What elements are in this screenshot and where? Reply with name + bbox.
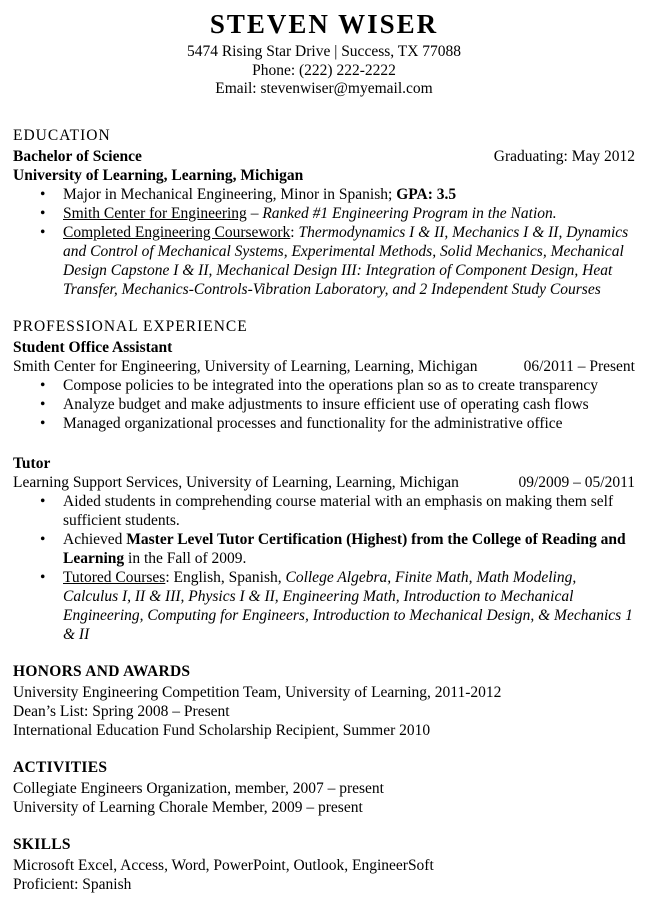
bullet-item <box>63 395 635 414</box>
text-line: University Engineering Competition Team, University of Learning, 2011-2012 <box>13 683 502 701</box>
section-education <box>13 126 635 299</box>
text-segment: – <box>246 204 263 222</box>
degree-name: Bachelor of Science <box>13 147 142 165</box>
honors-heading: HONORS AND AWARDS <box>13 662 191 680</box>
text-segment: : <box>290 223 299 241</box>
job-bullet-list <box>13 376 635 433</box>
bullet-item <box>63 568 635 644</box>
phone-line: Phone: (222) 222-2222 <box>252 61 396 79</box>
bullet-item <box>63 414 635 433</box>
text-segment: GPA: 3.5 <box>396 185 457 203</box>
job-organization: Learning Support Services, University of Learning, Learning, Michigan <box>13 473 459 491</box>
honors-lines <box>13 683 635 740</box>
text-segment: College Algebra, Finite Math, Math Modeling, Calculus I, II & III, Physics I & II, Engineering Math, Introduction to Mechanical Engineering, Computing for Engineers, Introduction to Mechanical Design, & Mechanics 1 & II <box>63 568 633 643</box>
address-line: 5474 Rising Star Drive | Success, TX 77088 <box>186 43 462 60</box>
text-segment: Master Level Tutor Certification (Highest) from the College of Reading and Learning <box>63 530 626 567</box>
section-skills <box>13 835 635 894</box>
bullet-item <box>63 492 635 530</box>
job-title: Student Office Assistant <box>13 338 173 356</box>
text-segment: Achieved <box>63 530 127 548</box>
text-line: Dean’s List: Spring 2008 – Present <box>13 702 230 720</box>
text-segment: Tutored Courses <box>63 568 166 586</box>
text-segment: Completed Engineering Coursework <box>63 223 291 241</box>
education-heading: EDUCATION <box>13 126 111 144</box>
text-segment: Smith Center for Engineering <box>63 204 247 222</box>
job-entry-tutor <box>13 454 635 644</box>
job-dates: 09/2009 – 05/2011 <box>518 473 635 491</box>
section-activities <box>13 758 635 817</box>
text-segment: Major in Mechanical Engineering, Minor in Spanish; <box>63 185 397 203</box>
bullet-item <box>63 223 635 299</box>
text-segment: Analyze budget and make adjustments to insure efficient use of operating cash flows <box>63 395 589 413</box>
skills-lines <box>13 856 635 894</box>
activities-lines <box>13 779 635 817</box>
resume-header <box>13 8 635 99</box>
email-line: Email: stevenwiser@myemail.com <box>215 80 433 97</box>
degree-row <box>13 147 635 166</box>
text-segment: Thermodynamics I & II, Mechanics I & II, Dynamics and Control of Mechanical Systems, Experimental Methods, Solid Mechanics, Mechanical Design Capstone I & II, Mechanical Design III: Integration of Component Design, Heat Transfer, Mechanics-Controls-Vibration Laboratory, and 2 Independent Study Courses <box>63 223 629 298</box>
section-experience <box>13 317 635 644</box>
text-line: International Education Fund Scholarship Recipient, Summer 2010 <box>13 721 431 739</box>
job-organization: Smith Center for Engineering, University of Learning, Learning, Michigan <box>13 357 478 375</box>
bullet-item <box>63 185 635 204</box>
skills-heading: SKILLS <box>13 835 71 853</box>
experience-heading: PROFESSIONAL EXPERIENCE <box>13 317 248 335</box>
text-line: University of Learning Chorale Member, 2009 – present <box>13 798 363 816</box>
section-honors <box>13 662 635 740</box>
text-segment: Managed organizational processes and functionality for the administrative office <box>63 414 563 432</box>
job-dates: 06/2011 – Present <box>523 357 635 375</box>
school-name: University of Learning, Learning, Michigan <box>13 166 304 184</box>
text-line: Proficient: Spanish <box>13 875 132 893</box>
text-segment: Compose policies to be integrated into the operations plan so as to create transparency <box>63 376 599 394</box>
education-bullet-list <box>13 185 635 299</box>
bullet-item <box>63 376 635 395</box>
text-line: Microsoft Excel, Access, Word, PowerPoint, Outlook, EngineerSoft <box>13 856 434 874</box>
bullet-item <box>63 204 635 223</box>
graduation-date: Graduating: May 2012 <box>493 147 635 165</box>
job-org-row <box>13 473 635 492</box>
text-segment: Aided students in comprehending course material with an emphasis on making them self sufficient students. <box>63 492 614 529</box>
candidate-name: STEVEN WISER <box>209 9 439 39</box>
job-title: Tutor <box>13 454 51 472</box>
job-org-row <box>13 357 635 376</box>
text-segment: Ranked #1 Engineering Program in the Nation. <box>262 204 557 222</box>
activities-heading: ACTIVITIES <box>13 758 108 776</box>
text-segment: in the Fall of 2009. <box>124 549 247 567</box>
job-entry-student-office-assistant <box>13 338 635 433</box>
bullet-item <box>63 530 635 568</box>
job-bullet-list <box>13 492 635 644</box>
text-line: Collegiate Engineers Organization, member, 2007 – present <box>13 779 384 797</box>
text-segment: : English, Spanish, <box>165 568 286 586</box>
